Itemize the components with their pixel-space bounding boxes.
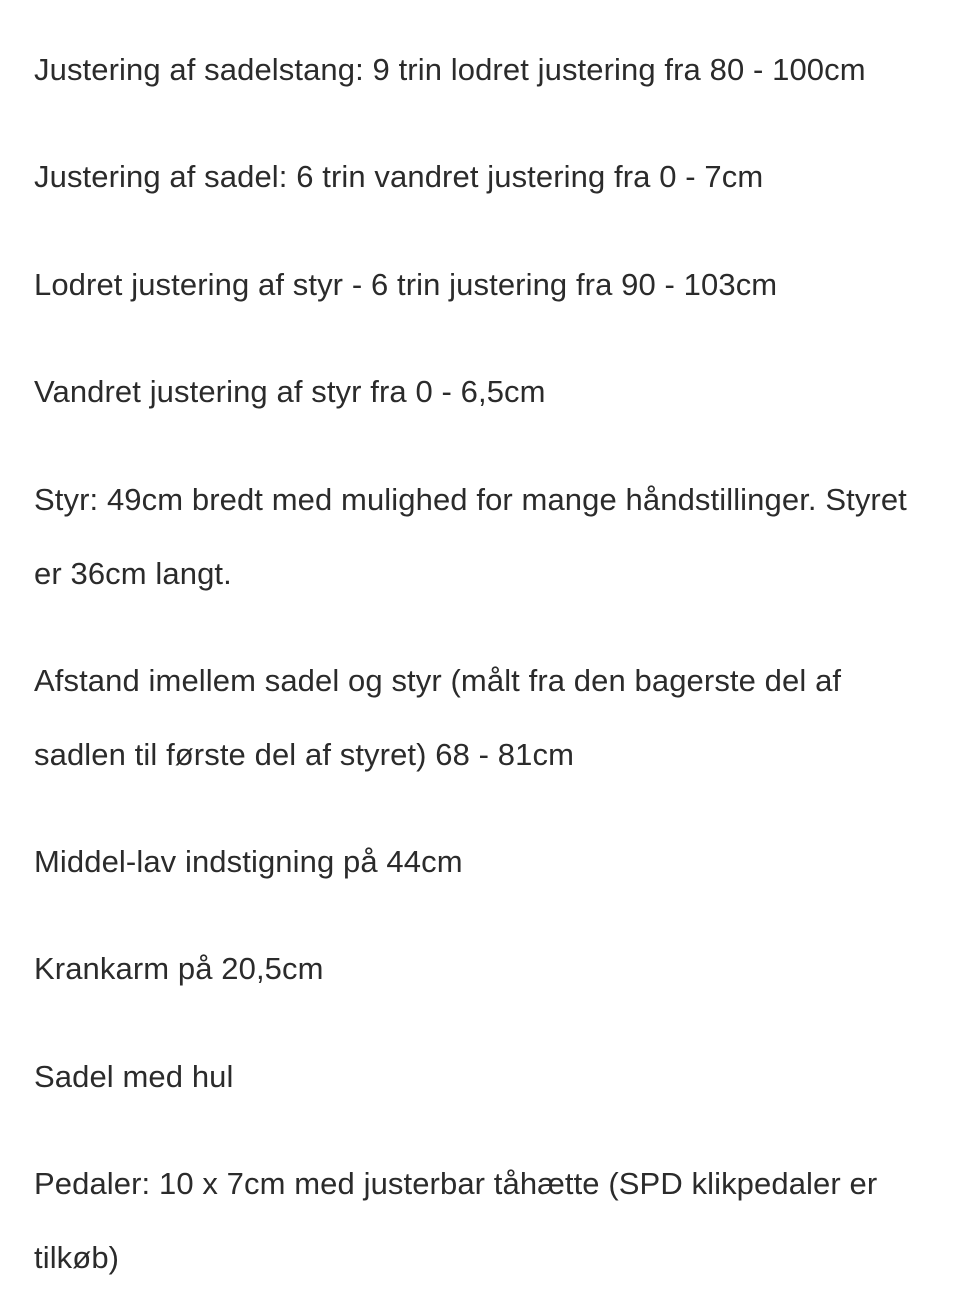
spec-handlebar-horizontal-adjustment: Vandret justering af styr fra 0 - 6,5cm [34,374,546,409]
spec-saddle-post-adjustment: Justering af sadelstang: 9 trin lodret justering fra 80 - 100cm [34,52,866,87]
spec-saddle-type: Sadel med hul [34,1059,234,1094]
spec-pedals: Pedaler: 10 x 7cm med justerbar tåhætte (SPD klikpedaler er tilkøb) [34,1166,878,1275]
spec-step-through-height: Middel-lav indstigning på 44cm [34,844,463,879]
spec-crank-arm: Krankarm på 20,5cm [34,951,324,986]
spec-saddle-handlebar-distance: Afstand imellem sadel og styr (målt fra den bagerste del af sadlen til første del af styret) 68 - 81cm [34,663,842,772]
spec-saddle-adjustment: Justering af sadel: 6 trin vandret justering fra 0 - 7cm [34,159,764,194]
spec-handlebar-vertical-adjustment: Lodret justering af styr - 6 trin justering fra 90 - 103cm [34,267,778,302]
spec-handlebar-dimensions: Styr: 49cm bredt med mulighed for mange håndstillinger. Styret er 36cm langt. [34,482,907,591]
